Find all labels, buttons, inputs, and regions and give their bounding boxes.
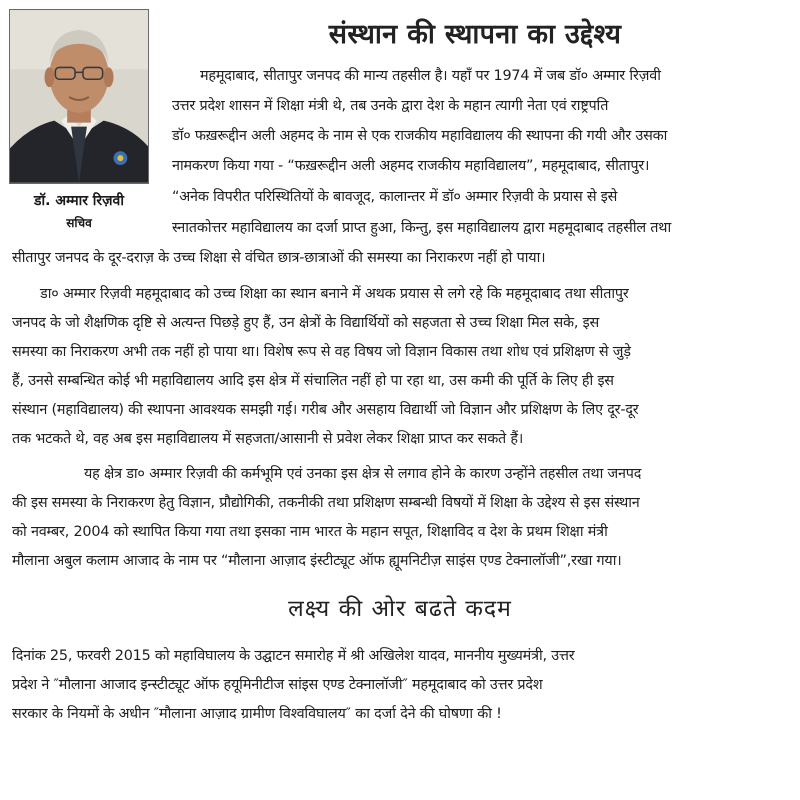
paragraph-line: स्नातकोत्तर महाविद्यालय का दर्जा प्राप्त हुआ, किन्तु, इस महाविद्यालय द्वारा महमूदाबाद तहसील तथा — [172, 220, 672, 236]
profile-role: सचिव — [66, 216, 92, 230]
paragraph-line: की इस समस्या के निराकरण हेतु विज्ञान, प्रौद्योगिकी, तकनीकी तथा प्रशिक्षण सम्बन्धी विषयों में शिक्षा के उद्देश्य से इस संस्थान — [12, 495, 640, 511]
section-subtitle: लक्ष्य की ओर बढते कदम — [288, 596, 512, 622]
paragraph-line: सीतापुर जनपद के दूर-दराज़ के उच्च शिक्षा से वंचित छात्र-छात्राओं की समस्या का निराकरण नहीं हो पाया। — [12, 250, 546, 266]
paragraph-line: प्रदेश ने ″मौलाना आजाद इन्स्टीट्यूट ऑफ हयूमिनीटीज सांइस एण्ड टेक्नालॉजी″ महमूदाबाद को उत्तर प्रदेश — [12, 677, 543, 693]
paragraph-line: को नवम्बर, 2004 को स्थापित किया गया तथा इसका नाम भारत के महान सपूत, शिक्षाविद व देश के प्रथम शिक्षा मंत्री — [12, 524, 608, 540]
paragraph-line: तक भटकते थे, वह अब इस महाविद्यालय में सहजता/आसानी से प्रवेश लेकर शिक्षा प्राप्त कर सकते हैं। — [12, 431, 524, 447]
profile-name: डॉ. अम्मार रिज़वी — [34, 193, 124, 209]
paragraph-line: उत्तर प्रदेश शासन में शिक्षा मंत्री थे, तब उनके द्वारा देश के महान त्यागी नेता एवं राष्ट्रपति — [172, 98, 609, 114]
paragraph-line: हैं, उनसे सम्बन्धित कोई भी महाविद्यालय आदि इस क्षेत्र में संचालित नहीं हो पा रहा था, उस कमी की पूर्ति के लिए ही इस — [12, 373, 614, 389]
page-title: संस्थान की स्थापना का उद्देश्य — [328, 19, 622, 50]
paragraph-line: दिनांक 25, फरवरी 2015 को महाविघालय के उद्घाटन समारोह में श्री अखिलेश यादव, माननीय मुख्यमंत्री, उत्तर — [12, 648, 575, 664]
paragraph-line: संस्थान (महाविद्यालय) की स्थापना आवश्यक समझी गई। गरीब और असहाय विद्यार्थी जो विज्ञान और प्रशिक्षण के लिए दूर-दूर — [12, 402, 639, 418]
paragraph-line: महमूदाबाद, सीतापुर जनपद की मान्य तहसील है। यहाँ पर 1974 में जब डॉ० अम्मार रिज़वी — [200, 68, 661, 84]
paragraph-line: मौलाना अबुल कलाम आजाद के नाम पर “मौलाना आज़ाद इंस्टीट्यूट ऑफ ह्यूमनिटीज़ साइंस एण्ड टेक्नालॉजी”,रखा गया। — [12, 553, 622, 569]
paragraph-line: सरकार के नियमों के अधीन ″मौलाना आज़ाद ग्रामीण विश्वविघालय″ का दर्जा देने की घोषणा की ! — [12, 706, 502, 722]
portrait-photo — [9, 9, 149, 184]
paragraph-line: समस्या का निराकरण अभी तक नहीं हो पाया था। विशेष रूप से वह विषय जो विज्ञान विकास तथा शोध एवं प्रशिक्षण से जुड़े — [12, 344, 631, 360]
paragraph-line: नामकरण किया गया - “फख़रूद्दीन अली अहमद राजकीय महाविद्यालय”, महमूदाबाद, सीतापुर। — [172, 158, 650, 174]
paragraph-line: जनपद के जो शैक्षणिक दृष्टि से अत्यन्त पिछड़े हुए हैं, उन क्षेत्रों के विद्यार्थियों को सहजता से उच्च शिक्षा मिल सके, इस — [12, 315, 600, 331]
paragraph-line: डॉ० फख़रूद्दीन अली अहमद के नाम से एक राजकीय महाविद्यालय की स्थापना की गयी और उसका — [172, 128, 668, 144]
paragraph-line: यह क्षेत्र डा० अम्मार रिज़वी की कर्मभूमि एवं उनका इस क्षेत्र से लगाव होने के कारण उन्होंने तहसील तथा जनपद — [84, 466, 642, 482]
paragraph-line: डा० अम्मार रिज़वी महमूदाबाद को उच्च शिक्षा का स्थान बनाने में अथक प्रयास से लगे रहे कि महमूदाबाद तथा सीतापुर — [40, 286, 629, 302]
paragraph-line: “अनेक विपरीत परिस्थितियों के बावजूद, कालान्तर में डॉ० अम्मार रिज़वी के प्रयास से इसे — [172, 189, 618, 205]
